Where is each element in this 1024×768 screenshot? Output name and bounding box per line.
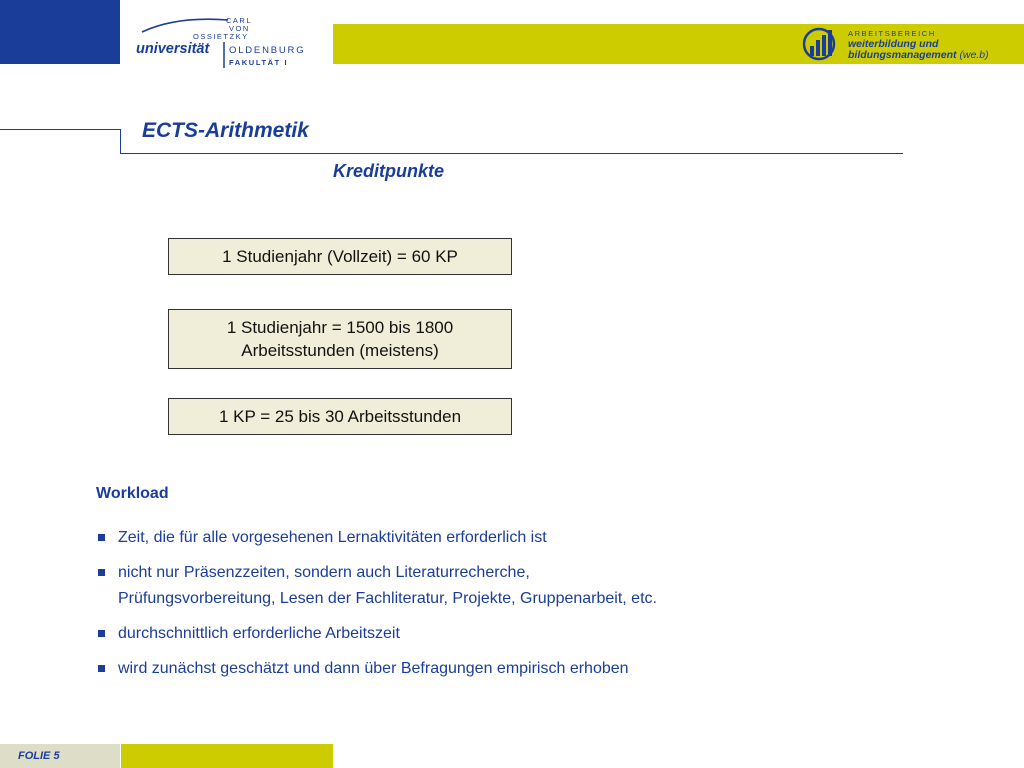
logo-ossietzky: OSSIETZKY	[193, 32, 249, 41]
bullet-square-icon	[98, 569, 105, 576]
workload-item	[96, 621, 956, 647]
footer-yellow-bar	[121, 744, 333, 768]
credit-box-kp	[168, 398, 512, 435]
logo-carl: CARL	[226, 16, 253, 25]
workload-item	[96, 560, 956, 612]
title-rule-bottom	[120, 153, 903, 154]
bullet-square-icon	[98, 665, 105, 672]
web-logo-line3-main: bildungsmanagement	[848, 49, 957, 61]
web-logo-line3-suffix: (we.b)	[959, 49, 989, 61]
web-logo-line2: weiterbildung und	[848, 38, 939, 50]
web-logo-line3	[848, 50, 989, 61]
title-rule-left	[0, 129, 121, 130]
page-subtitle: Kreditpunkte	[333, 161, 445, 181]
credit-box-hours	[168, 309, 512, 369]
workload-item-text: nicht nur Präsenzzeiten, sondern auch Literaturrecherche,	[118, 564, 530, 581]
logo-universitaet: universität	[136, 41, 210, 57]
header-blue-block	[0, 0, 120, 64]
page-title: ECTS-Arithmetik	[142, 119, 309, 142]
bullet-square-icon	[98, 534, 105, 541]
workload-item-text: wird zunächst geschätzt und dann über Befragungen empirisch erhoben	[118, 660, 629, 677]
title-rule-step	[120, 129, 121, 154]
workload-item	[96, 656, 956, 682]
university-logo	[136, 14, 326, 72]
workload-item-text: durchschnittlich erforderliche Arbeitszeit	[118, 625, 400, 642]
web-logo-line1: ARBEITSBEREICH	[848, 29, 936, 38]
workload-heading: Workload	[96, 485, 169, 502]
credit-box-year-text: 1 Studienjahr (Vollzeit) = 60 KP	[222, 247, 458, 266]
credit-box-year	[168, 238, 512, 275]
workload-item	[96, 525, 956, 551]
logo-fakultaet: FAKULTÄT I	[229, 58, 289, 67]
workload-item-text: Zeit, die für alle vorgesehenen Lernaktivitäten erforderlich ist	[118, 529, 547, 546]
logo-von: VON	[229, 24, 250, 33]
web-logo-text	[848, 28, 989, 61]
credit-box-kp-text: 1 KP = 25 bis 30 Arbeitsstunden	[218, 407, 462, 426]
web-logo-icon	[802, 26, 836, 62]
slide-number-label: FOLIE 5	[18, 750, 60, 762]
workload-list	[96, 525, 956, 691]
credit-box-hours-line2: Arbeitsstunden (meistens)	[241, 341, 439, 360]
credit-box-hours-text	[227, 316, 453, 362]
logo-oldenburg: OLDENBURG	[229, 45, 306, 56]
logo-arc	[142, 19, 228, 32]
bullet-square-icon	[98, 630, 105, 637]
credit-box-hours-line1: 1 Studienjahr = 1500 bis 1800	[226, 318, 454, 337]
workload-item-text-continued: Prüfungsvorbereitung, Lesen der Fachliteratur, Projekte, Gruppenarbeit, etc.	[118, 590, 657, 607]
